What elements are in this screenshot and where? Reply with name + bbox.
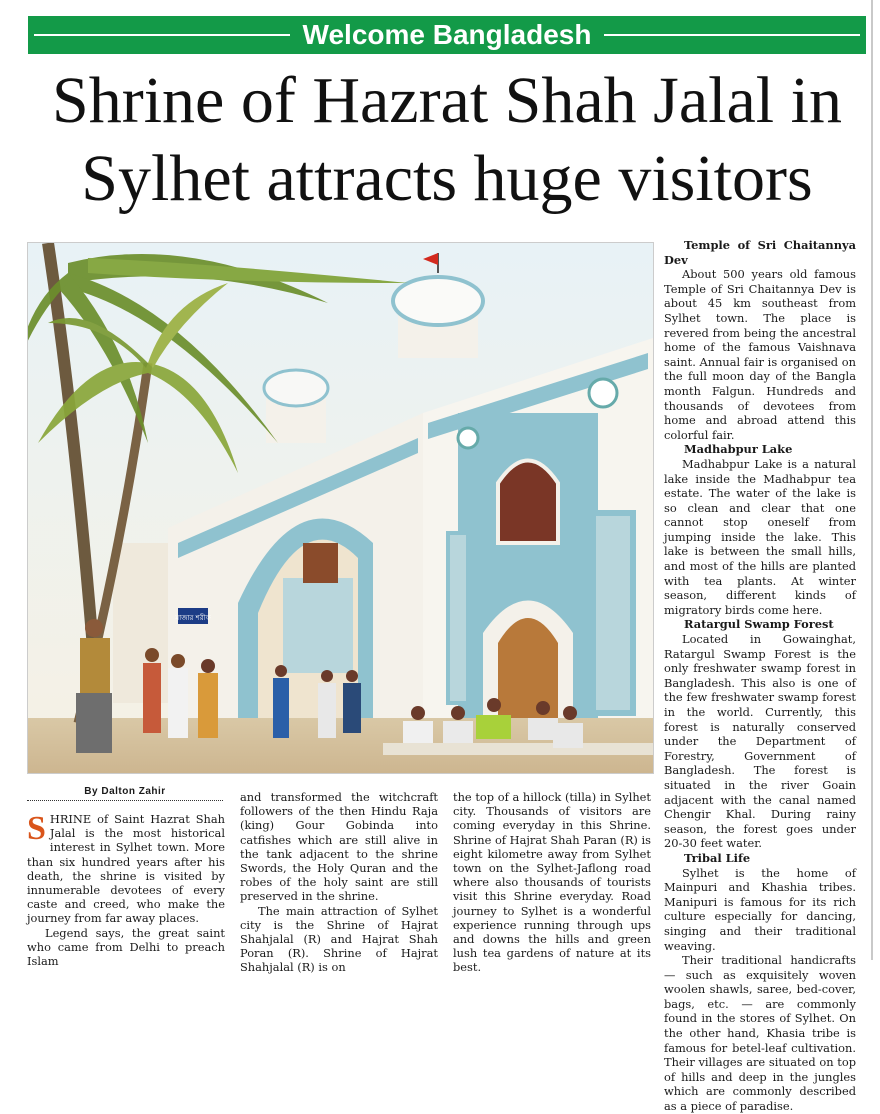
headline-line-1: Shrine of Hazrat Shah Jalal in — [52, 64, 842, 137]
byline: By Dalton Zahir — [27, 786, 223, 801]
shrine-illustration — [28, 243, 653, 773]
article-paragraph-text: HRINE of Saint Hazrat Shah Jalal is the most historical interest in Sylhet town. More than six hundred years after his death, the shrine is visited by innumerable devotees of every caste and creed, who make the journey from far away places. — [27, 812, 225, 926]
sidebar-text-tribal-1: Sylhet is the home of Mainpuri and Khashia tribes. Manipuri is famous for its rich culture especially for dancing, singing and their traditional weaving. — [664, 865, 856, 953]
section-banner — [28, 16, 866, 54]
article-paragraph: the top of a hillock (tilla) in Sylhet city. Thousands of visitors are coming everyday in this Shrine. Shrine of Hajrat Shah Paran (R) is eight kilometre away from Sylhet town on the Sylhet-Jaflong road where also thousands of tourists visit this Shrine everyday. Road journey to Sylhet is a wonderful experience running through ups and downs the hills and green lush tea gardens of nature at its best. — [453, 790, 651, 975]
drop-cap: S — [27, 810, 46, 847]
shrine-photo — [27, 242, 654, 774]
headline-line-2: Sylhet attracts huge visitors — [81, 142, 813, 215]
banner-rule-right — [604, 34, 860, 36]
article-column-1 — [27, 812, 225, 968]
sidebar-heading-temple: Temple of Sri Chaitannya Dev — [664, 238, 856, 267]
sidebar-heading-lake: Madhabpur Lake — [684, 442, 793, 457]
section-label: Welcome Bangladesh — [302, 19, 592, 50]
sidebar-heading-tribal: Tribal Life — [684, 850, 751, 865]
banner-rule-left — [34, 34, 290, 36]
article-paragraph: and transformed the witchcraft followers of the then Hindu Raja (king) Gour Gobinda into catfishes which are still alive in the tank adjacent to the shrine Swords, the Holy Quran and the robes of the holy saint are still preserved in the shrine. — [240, 790, 438, 904]
sidebar-text-lake: Madhabpur Lake is a natural lake inside the Madhabpur tea estate. The water of the lake is so clean and clear that one cannot stop oneself from jumping inside the lake. This lake is between the small hills, and most of the hills are planted with tea plants. At winter season, different kinds of migratory birds come here. — [664, 456, 856, 617]
arched-window — [498, 461, 558, 544]
article-paragraph — [27, 812, 225, 926]
sidebar-heading-forest: Ratargul Swamp Forest — [684, 617, 834, 632]
sidebar-column — [664, 238, 856, 1114]
article-paragraph: Legend says, the great saint who came from Delhi to preach Islam — [27, 925, 225, 969]
article-column-3 — [453, 790, 651, 975]
headline — [28, 62, 866, 218]
signboard-text: মাজার শরীফ — [175, 614, 211, 622]
sidebar-text-temple: About 500 years old famous Temple of Sri Chaitannya Dev is about 45 km southeast from Sylhet town. The place is revered from being the ancestral home of the famous Vaishnava saint. Annual fair is organised on the full moon day of the Bangla month Falgun. Hundreds and thousands of devotees from home and abroad attend this colorful fair. — [664, 267, 856, 442]
sidebar-text-forest: Located in Gowainghat, Ratargul Swamp Forest is the only freshwater swamp forest in Bangladesh. This also is one of the few freshwater swamp forest in the world. Currently, this forest is naturally conserved under the Department of Forestry, Government of Bangladesh. The forest is situated in the river Goain adjacent with the canal named Chengir Khal. During rainy season, the forest goes under 20-30 feet water. — [664, 632, 856, 851]
page-edge-line — [871, 0, 873, 960]
article-paragraph: The main attraction of Sylhet city is the Shrine of Hajrat Shahjalal (R) and Hajrat Shah Poran (R). Shrine of Hajrat Shahjalal (R) is on — [240, 903, 438, 975]
article-column-2 — [240, 790, 438, 975]
sidebar-text-tribal-2: Their traditional handicrafts — such as exquisitely woven woolen shawls, saree, bed-cover, bags, etc. — are commonly found in the stores of Sylhet. On the other hand, Khasia tribe is famous for betel-leaf cultivation. Their villages are situated on top of hills and deep in the jungles which are commonly described as a piece of paradise. — [664, 953, 856, 1114]
